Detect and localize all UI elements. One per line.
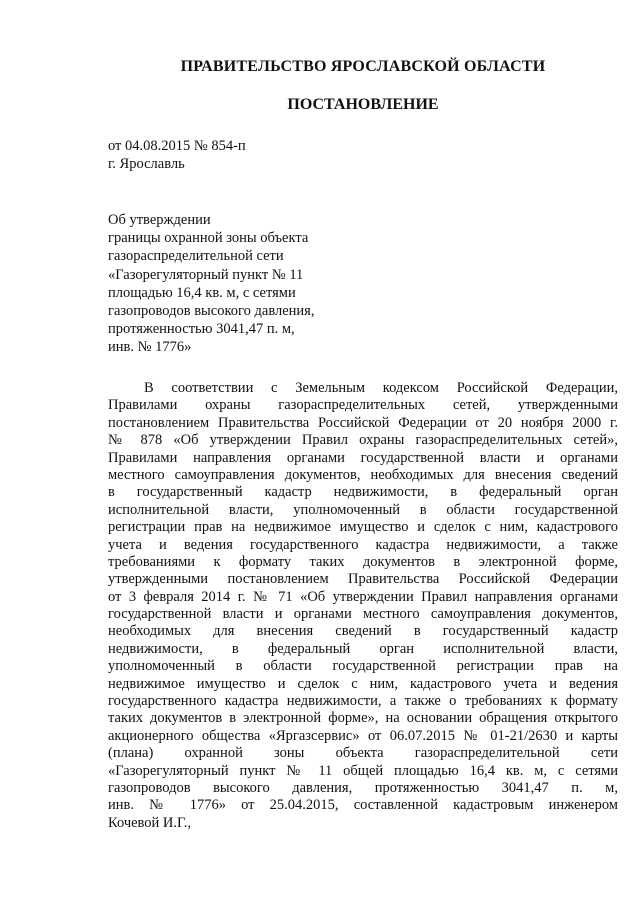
subject-line: протяженностью 3041,47 п. м, [108,321,295,338]
government-title: ПРАВИТЕЛЬСТВО ЯРОСЛАВСКОЙ ОБЛАСТИ [180,58,546,75]
body-line: необходимых для внесения сведений в государственный кадастр [108,623,618,640]
body-line: постановлением Правительства Российской Федерации от 20 ноября 2000 г. [108,414,618,431]
body-line: в государственный кадастр недвижимости, в федеральный орган [108,484,618,501]
body-line: утвержденными постановлением Правительства Российской Федерации [108,571,618,588]
body-line: инв. № 1776» от 25.04.2015, составленной кадастровым инженером [108,797,618,814]
city: г. Ярославль [108,156,185,172]
body-line: учета и ведения государственного кадастра недвижимости, а также [108,536,618,553]
body-line: исполнительной власти, уполномоченный в области государственной [108,501,618,518]
subject-line: площадью 16,4 кв. м, с сетями [108,284,296,301]
body-line: требованиями к формату таких документов в электронной форме, [108,553,618,570]
body-line: (плана) охранной зоны объекта газораспределительной сети [108,745,618,762]
subject-line: «Газорегуляторный пункт № 11 [108,266,304,283]
subject-line: газопроводов высокого давления, [108,303,315,320]
subject-line: газораспределительной сети [108,248,284,265]
body-line: от 3 февраля 2014 г. № 71 «Об утверждении Правил направления органами [108,588,618,605]
body-line: Правилами охраны газораспределительных сетей, утвержденными [108,397,618,414]
body-line: газопроводов высокого давления, протяженностью 3041,47 п. м, [108,779,618,796]
body-line: регистрации прав на недвижимое имущество и сделок с ним, кадастрового [108,519,618,536]
document-type-title: ПОСТАНОВЛЕНИЕ [287,96,439,113]
body-line: государственного кадастра недвижимости, а также о требованиях к формату [108,693,618,710]
document-meta [108,137,246,173]
body-line: «Газорегуляторный пункт № 11 общей площадью 16,4 кв. м, с сетями [108,762,618,779]
body-line: уполномоченный в области государственной регистрации прав на [108,658,618,675]
body-line: недвижимое имущество и сделок с ним, кадастрового учета и ведения [108,675,618,692]
body-paragraph [108,380,618,832]
body-line: Правилами направления органами государственной власти и органами [108,449,618,466]
subject-line: границы охранной зоны объекта [108,230,309,247]
subject-line: инв. № 1776» [108,339,192,356]
body-line: государственной власти и органами местного самоуправления документов, [108,606,618,623]
body-line: таких документов в электронной форме», на основании обращения открытого [108,710,618,727]
body-line: № 878 «Об утверждении Правил охраны газораспределительных сетей», [108,432,618,449]
body-line: местного самоуправления документов, необходимых для внесения сведений [108,466,618,483]
subject-line: Об утверждении [108,212,211,228]
date-number: от 04.08.2015 № 854-п [108,138,246,154]
body-line: В соответствии с Земельным кодексом Российской Федерации, [144,380,618,396]
body-line: Кочевой И.Г., [108,814,192,831]
document-subject [108,211,314,357]
body-line: акционерного общества «Яргазсервис» от 06.07.2015 № 01-21/2630 и карты [108,727,618,744]
body-line: недвижимости, в федеральный орган исполнительной власти, [108,640,618,657]
